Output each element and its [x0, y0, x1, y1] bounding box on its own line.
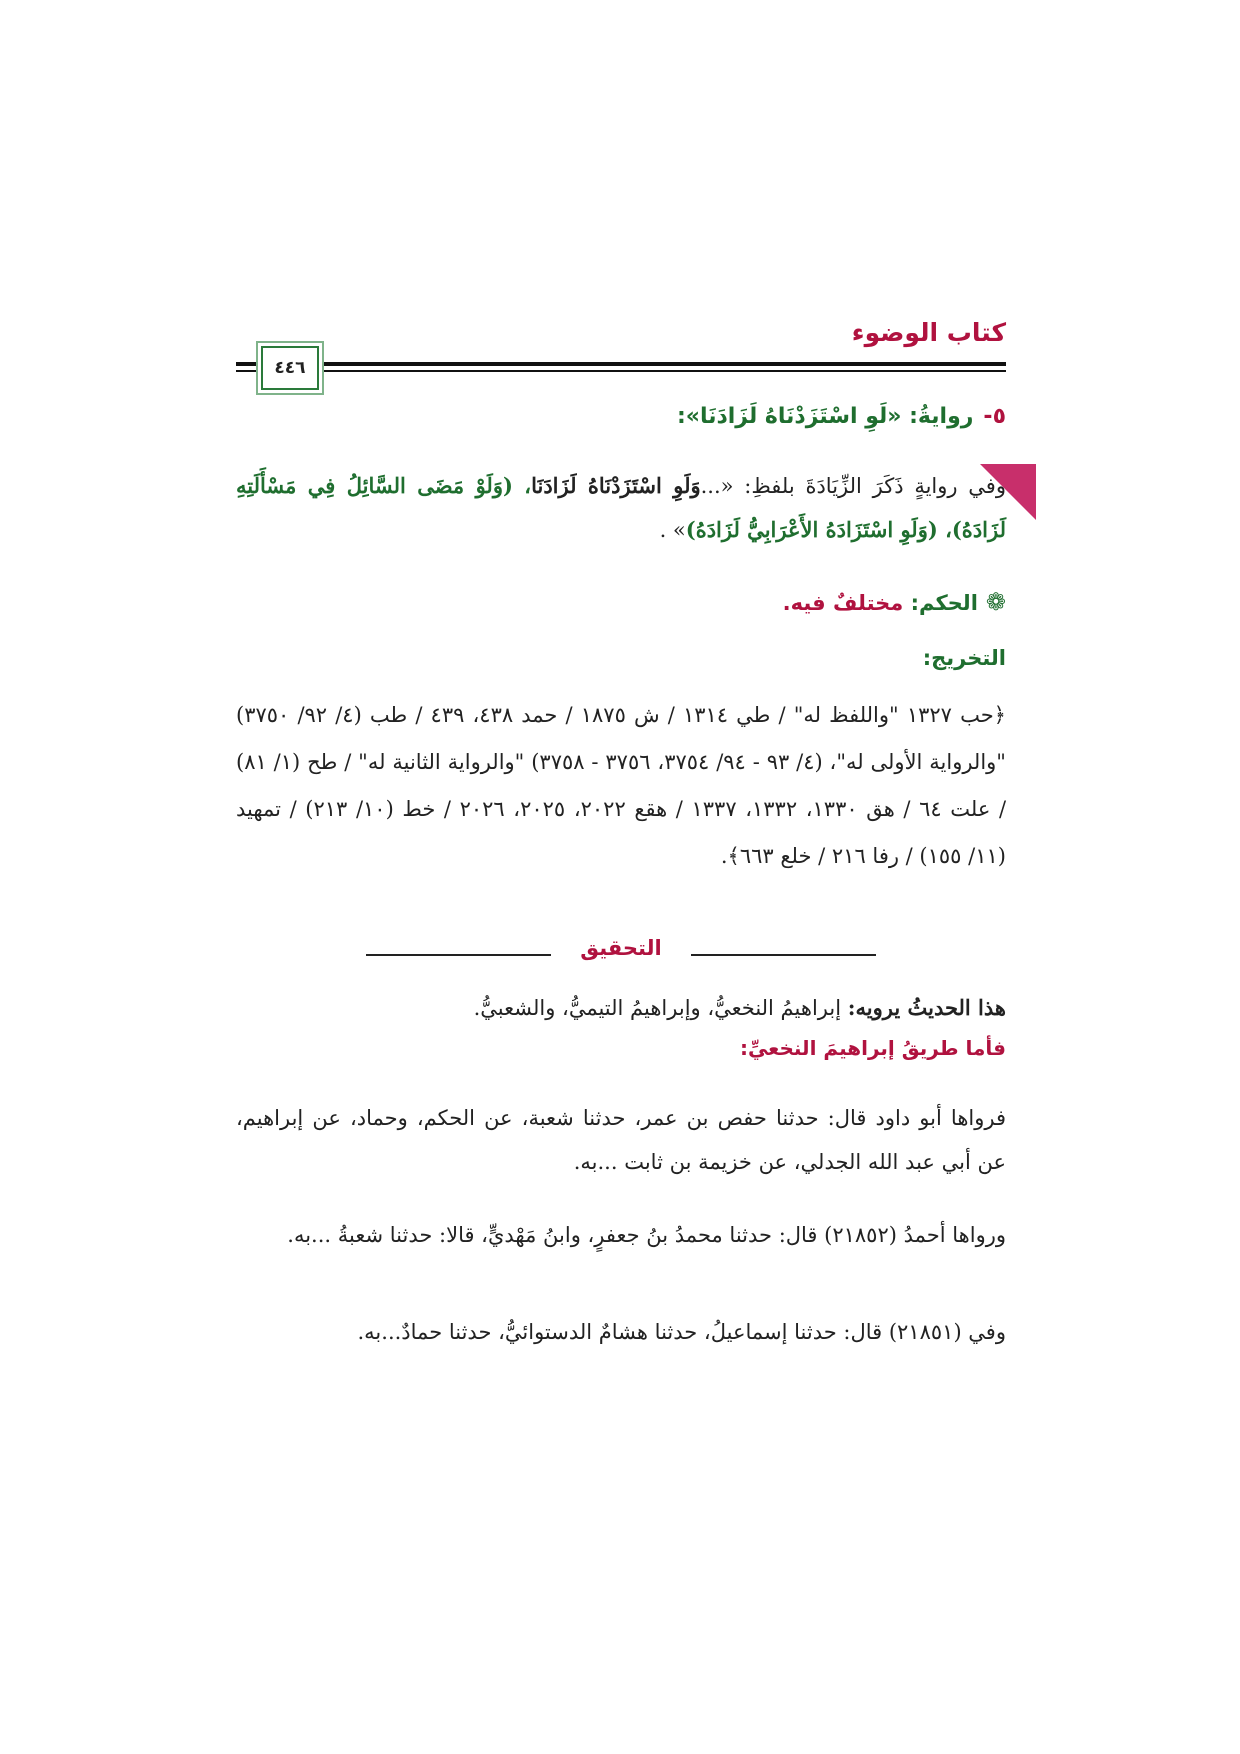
header-rule-thin — [236, 370, 1006, 372]
paragraph-abu-dawud: فرواها أبو داود قال: حدثنا حفص بن عمر، حدثنا شعبة، عن الحكم، وحماد، عن إبراهيم، عن أبي عبد الله الجدلي، عن خزيمة بن ثابت ...به. — [236, 1106, 1006, 1174]
takhrij-label: التخريج: — [922, 646, 1006, 670]
tahqiq-divider — [366, 936, 876, 972]
paragraph-ahmad: ورواها أحمدُ (٢١٨٥٢) قال: حدثنا محمدُ بنُ جعفرٍ، وابنُ مَهْديٍّ، قالا: حدثنا شعبةُ ...به. — [287, 1223, 1006, 1247]
section-title-text: روايةُ: «لَوِ اسْتَزَدْنَاهُ لَزَادَنَا»: — [676, 404, 974, 429]
page-number-frame — [261, 346, 319, 390]
flower-icon: ❁ — [985, 588, 1006, 616]
tahqiq-intro-bold: هذا الحديثُ يرويه: — [847, 995, 1006, 1020]
tahqiq-heading: التحقيق — [580, 936, 662, 960]
ruling-value: مختلفٌ فيه. — [782, 591, 904, 615]
page-header — [236, 318, 1006, 388]
ruling-label: الحكم: — [910, 591, 978, 615]
section-title — [677, 404, 1006, 429]
quote-intro: وفي روايةٍ ذَكَرَ الزِّيَادَةَ بلفظِ: «... — [700, 474, 1006, 498]
tahqiq-intro — [236, 986, 1006, 1030]
quote-additions: ، (وَلَوْ مَضَى السَّائِلُ فِي مَسْأَلَتِهِ لَزَادَهُ)، (وَلَوِ اسْتَزَادَهُ الأَعْرَابِيُّ لَزَادَهُ) — [236, 473, 1006, 542]
page-number: ٤٤٦ — [274, 358, 306, 378]
section-number: ٥- — [983, 404, 1006, 429]
route-subheading: فأما طريقُ إبراهيمَ النخعيِّ: — [739, 1036, 1006, 1060]
narration-quote — [236, 464, 1006, 552]
header-rule — [236, 362, 1006, 366]
quote-end: » . — [659, 518, 686, 542]
takhrij-text: ﴿حب ١٣٢٧ "واللفظ له" / طي ١٣١٤ / ش ١٨٧٥ / حمد ٤٣٨، ٤٣٩ / طب (٤/ ٩٢/ ٣٧٥٠) "والرواية الأولى له"، (٤/ ٩٣ - ٩٤/ ٣٧٥٤، ٣٧٥٦ - ٣٧٥٨) "والرواية الثانية له" / طح (١/ ٨١) / علت ٦٤ / هق ١٣٣٠، ١٣٣٢، ١٣٣٧ / هقع ٢٠٢٢، ٢٠٢٥، ٢٠٢٦ / خط (١٠/ ٢١٣) / تمهيد (١١/ ١٥٥) / رفا ٢١٦ / خلع ٦٦٣﴾. — [236, 703, 1007, 868]
quote-main: وَلَوِ اسْتَزَدْنَاهُ لَزَادَنَا — [531, 473, 701, 498]
ruling — [783, 588, 1006, 616]
book-title: كتاب الوضوء — [851, 318, 1006, 347]
paragraph-ahmad-second: وفي (٢١٨٥١) قال: حدثنا إسماعيلُ، حدثنا هشامٌ الدستوائيُّ، حدثنا حمادٌ...به. — [357, 1320, 1006, 1344]
tahqiq-intro-rest: إبراهيمُ النخعيُّ، وإبراهيمُ التيميُّ، والشعبيُّ. — [473, 996, 848, 1020]
